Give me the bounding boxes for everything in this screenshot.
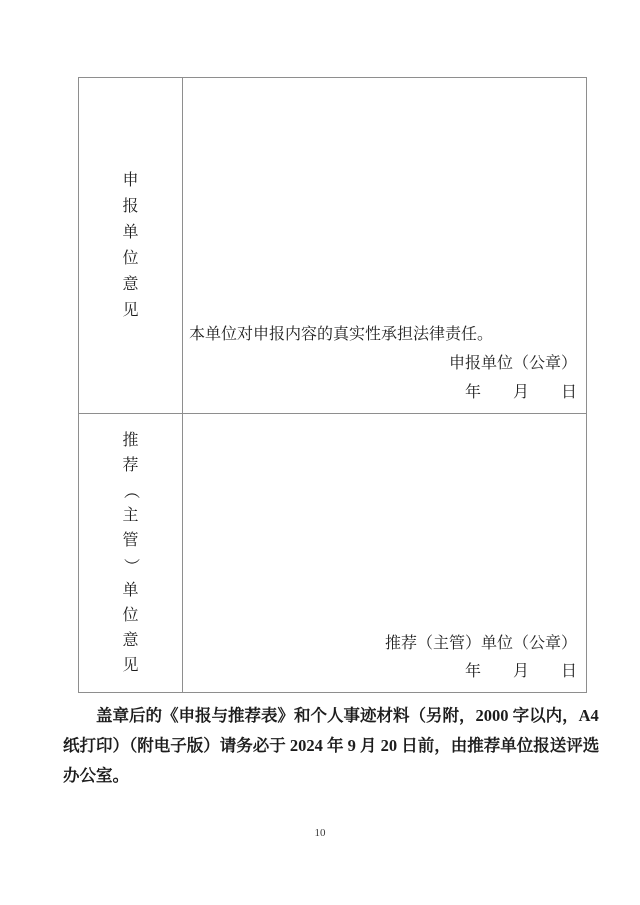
legal-responsibility-statement: 本单位对申报内容的真实性承担法律责任。 xyxy=(189,326,494,343)
recommending-unit-date-line: 年 月 日 xyxy=(464,663,577,680)
vertical-label-char: 单 xyxy=(122,223,139,241)
vertical-label-char: 位 xyxy=(122,249,139,267)
vertical-label-char: 管 xyxy=(122,531,139,549)
vertical-label-char: 推 xyxy=(122,431,139,449)
vertical-label-char: 主 xyxy=(122,506,139,524)
row-label-declaring-unit-opinion xyxy=(79,78,183,413)
vertical-label-char: 意 xyxy=(122,631,139,649)
vertical-label-open-paren: （ xyxy=(122,482,140,499)
instruction-line: 办公室。 xyxy=(63,766,129,785)
vertical-label-char: 见 xyxy=(122,301,139,319)
recommending-unit-seal-line: 推荐（主管）单位（公章） xyxy=(384,635,577,652)
submission-instructions-paragraph xyxy=(63,701,600,791)
declaring-unit-date-line: 年 月 日 xyxy=(464,384,577,401)
row-label-recommending-unit-opinion xyxy=(79,414,183,692)
vertical-label-char: 单 xyxy=(122,581,139,599)
opinion-table xyxy=(78,77,587,693)
declaring-unit-seal-line: 申报单位（公章） xyxy=(448,355,577,372)
recommending-unit-opinion-cell xyxy=(183,414,586,692)
vertical-label-char: 荐 xyxy=(122,456,139,474)
declaring-unit-opinion-cell xyxy=(183,78,586,413)
table-row-declaring-unit-opinion xyxy=(79,78,586,414)
instruction-line: 纸打印）（附电子版）请务必于 2024 年 9 月 20 日前，由推荐单位报送评选 xyxy=(63,736,600,755)
vertical-label-char: 见 xyxy=(122,656,139,674)
page-number: 10 xyxy=(314,827,326,839)
vertical-label-char: 申 xyxy=(122,171,139,189)
vertical-label-char: 意 xyxy=(122,275,139,293)
vertical-label-close-paren: ） xyxy=(122,557,140,574)
instruction-line: 盖章后的《申报与推荐表》和个人事迹材料（另附，2000 字以内，A4 xyxy=(96,706,599,725)
vertical-label-char: 报 xyxy=(122,197,139,215)
table-row-recommending-unit-opinion xyxy=(79,414,586,692)
vertical-label-char: 位 xyxy=(122,606,139,624)
